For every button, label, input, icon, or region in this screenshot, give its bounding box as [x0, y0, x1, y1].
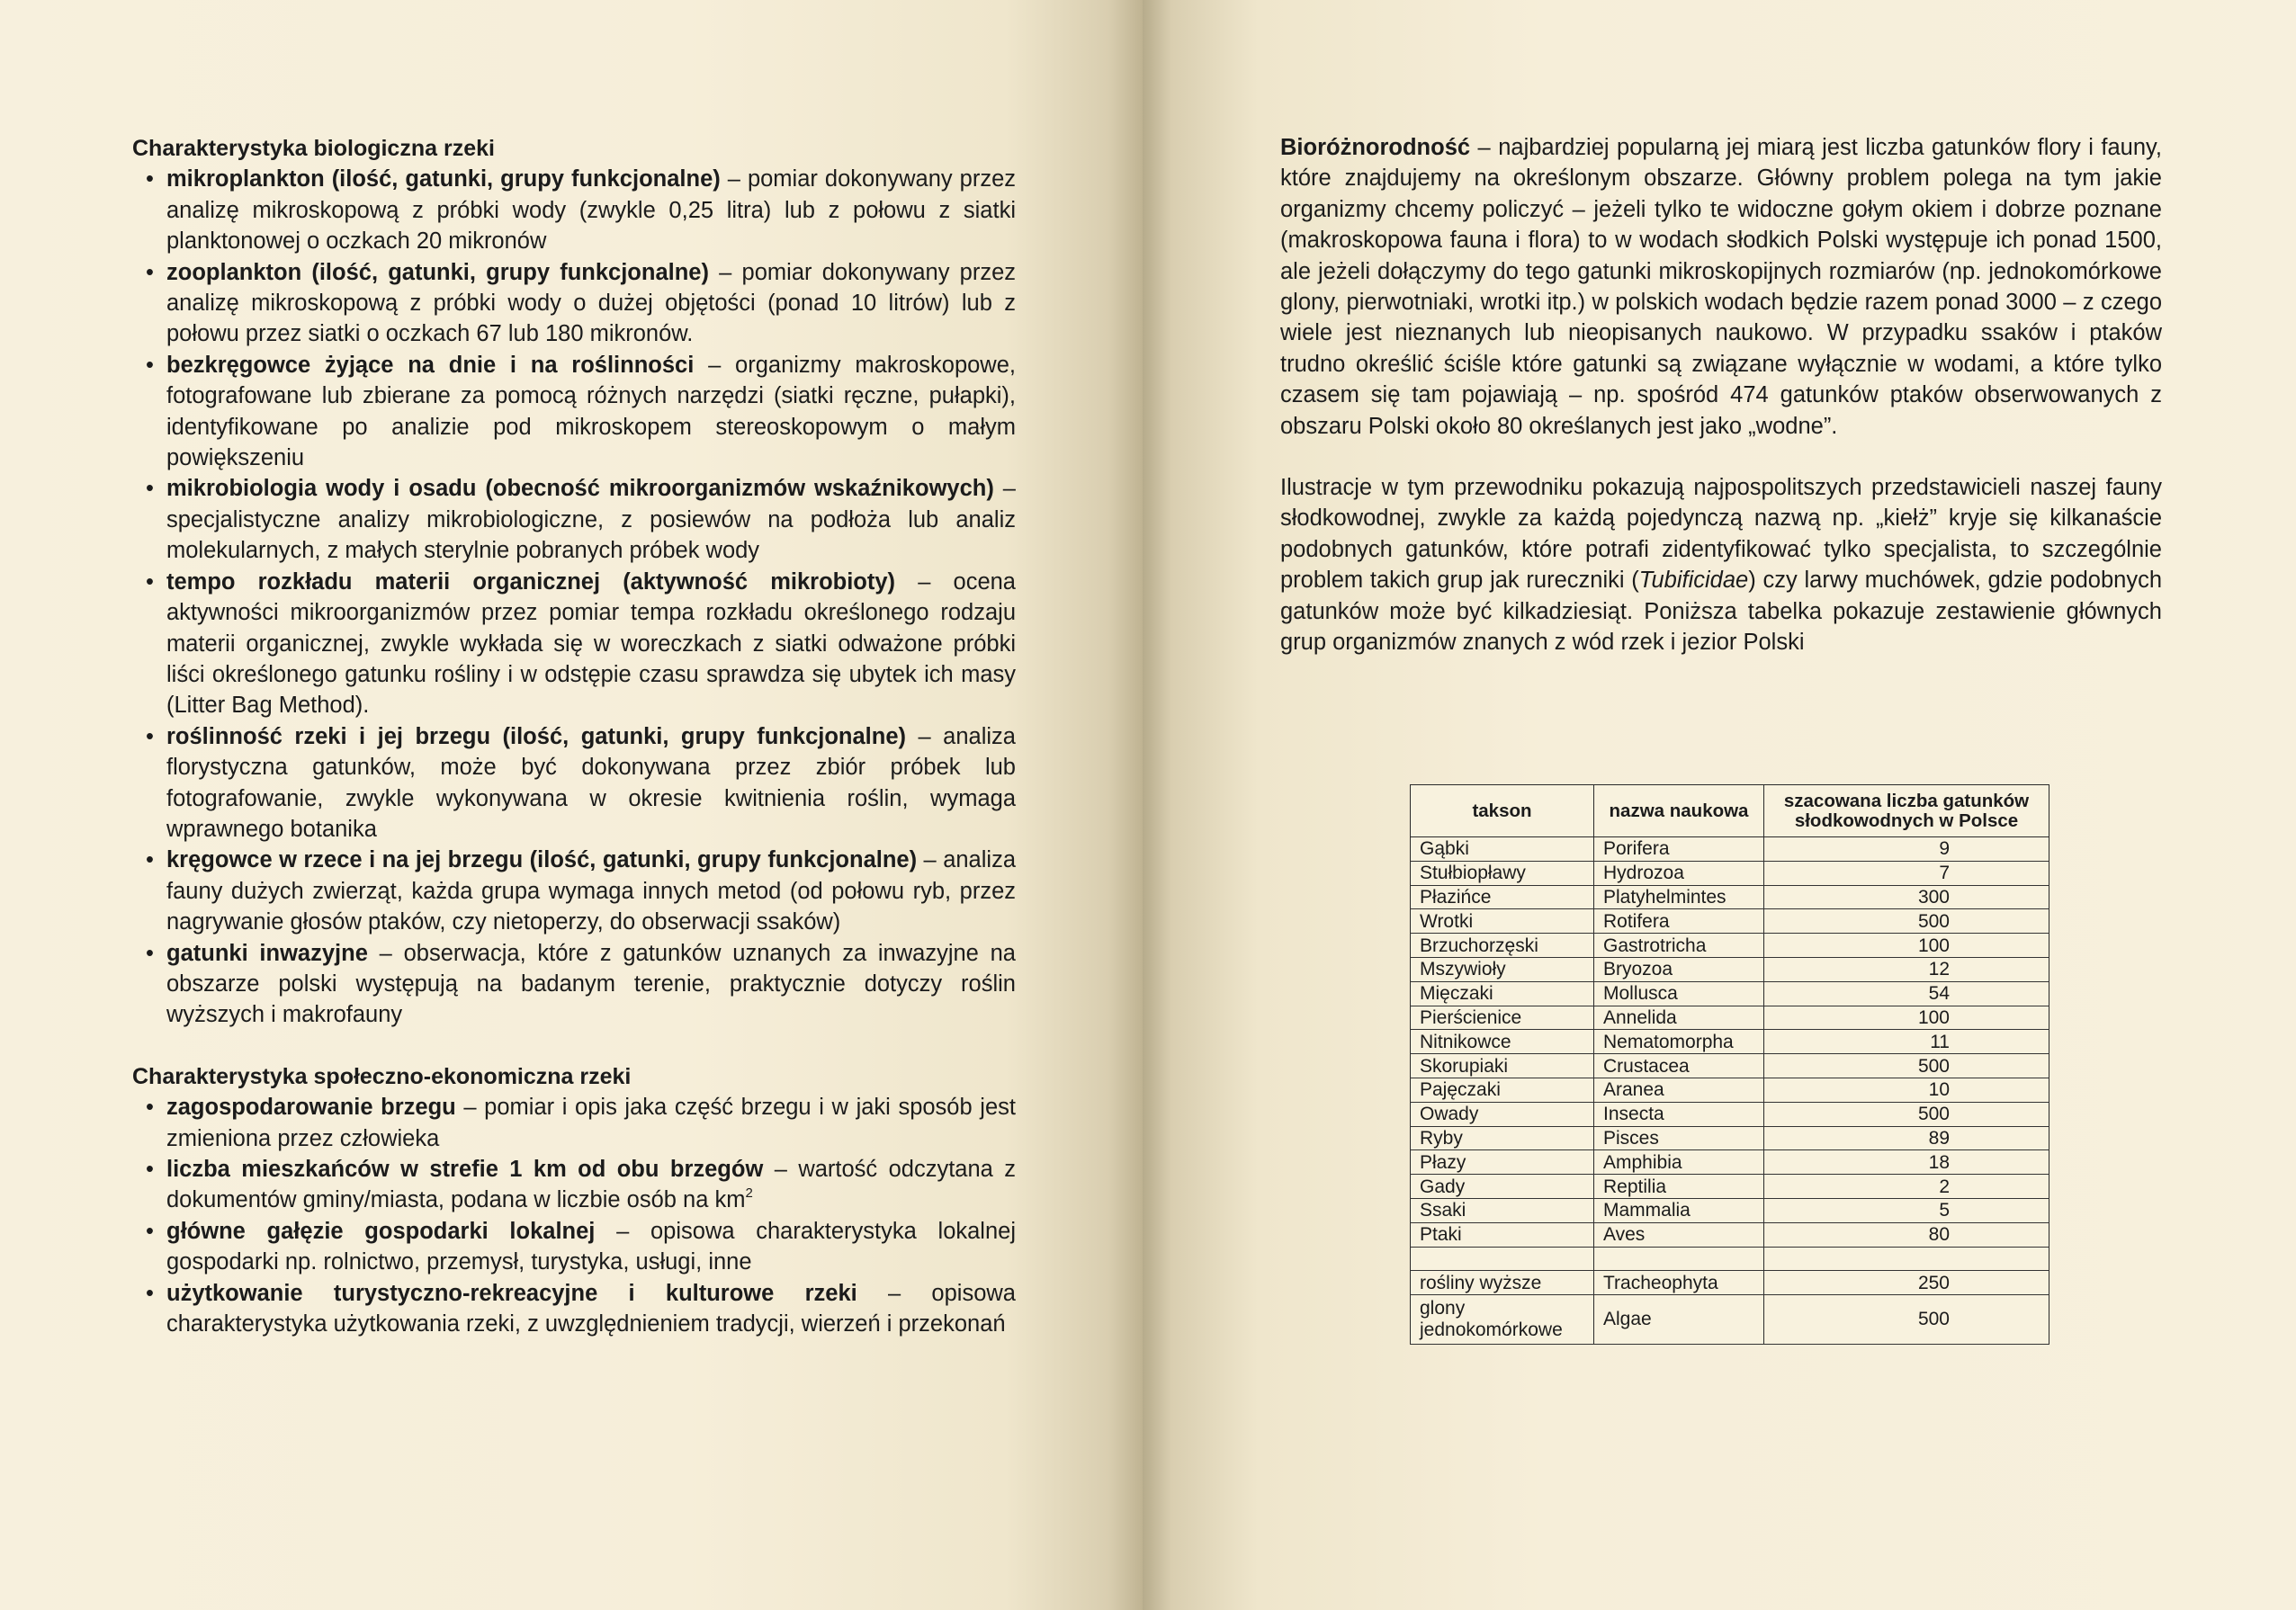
cell-takson: Owady	[1411, 1102, 1594, 1126]
item-text: – organizmy makroskopowe, fotografowane lub zbierane za pomocą różnych narzędzi (siatki ręczne, pułapki), identyfikowane po analizie pod mikroskopem stereoskopowym o małym powiększeniu	[166, 352, 1016, 471]
cell-scientific-name: Mammalia	[1594, 1198, 1764, 1222]
table-row	[1411, 957, 2049, 981]
cell-scientific-name: Hydrozoa	[1594, 861, 1764, 885]
table-row	[1411, 1175, 2049, 1199]
cell-takson: Mszywioły	[1411, 957, 1594, 981]
cell-takson: Ssaki	[1411, 1198, 1594, 1222]
list-item	[132, 938, 1016, 1031]
bullet-icon: •	[146, 476, 154, 502]
item-text: – obserwacja, które z gatunków uznanych za inwazyjne na obszarze polski występują na badanym terenie, praktycznie dotyczy roślin wyższych i makrofauny	[166, 940, 1016, 1028]
section-title-socioeconomic: Charakterystyka społeczno-ekonomiczna rzeki	[132, 1063, 632, 1089]
cell-scientific-name	[1594, 1247, 1764, 1271]
cell-takson: glony jednokomórkowe	[1411, 1295, 1594, 1345]
cell-takson: Wrotki	[1411, 909, 1594, 934]
header-species-count: szacowana liczba gatunków słodkowodnych w Polsce	[1764, 785, 2049, 837]
item-text: – pomiar dokonywany przez analizę mikroskopową z próbki wody o dużej objętości (ponad 10 litrów) lub z połowu przez siatki o oczkach 67 lub 180 mikronów.	[166, 259, 1017, 347]
cell-takson: Pajęczaki	[1411, 1078, 1594, 1102]
list-item	[132, 567, 1016, 721]
list-item	[132, 1216, 1016, 1278]
item-term: kręgowce w rzece i na jej brzegu (ilość, gatunki, grupy funkcjonalne)	[166, 847, 918, 873]
cell-scientific-name: Reptilia	[1594, 1175, 1764, 1199]
item-text: – pomiar dokonywany przez analizę mikroskopową z próbki wody (zwykle 0,25 litra) lub z połowu z siatki planktonowej o oczkach 20 mikronów	[166, 166, 1017, 255]
bullet-icon: •	[146, 1280, 154, 1306]
table-row	[1411, 1102, 2049, 1126]
table-row	[1411, 1126, 2049, 1150]
illustrations-italic: Tubificidae	[1638, 568, 1749, 594]
list-item	[132, 164, 1016, 256]
cell-scientific-name: Insecta	[1594, 1102, 1764, 1126]
cell-takson: Ryby	[1411, 1126, 1594, 1150]
item-term: tempo rozkładu materii organicznej (aktywność mikrobioty)	[166, 568, 896, 595]
bullet-icon: •	[146, 940, 154, 966]
cell-takson: Ptaki	[1411, 1222, 1594, 1247]
socioeconomic-list	[132, 1092, 1016, 1339]
cell-count: 12	[1764, 957, 2049, 981]
header-scientific-name: nazwa naukowa	[1594, 785, 1764, 837]
item-term: zagospodarowanie brzegu	[166, 1095, 456, 1121]
cell-scientific-name: Porifera	[1594, 837, 1764, 862]
biological-list	[132, 164, 1016, 1030]
cell-count: 500	[1764, 1102, 2049, 1126]
cell-takson: Mięczaki	[1411, 981, 1594, 1006]
cell-takson: Nitnikowce	[1411, 1030, 1594, 1054]
item-term: gatunki inwazyjne	[166, 940, 368, 966]
cell-takson: rośliny wyższe	[1411, 1271, 1594, 1295]
bullet-icon: •	[146, 847, 154, 873]
table-row	[1411, 1078, 2049, 1102]
table-row	[1411, 1247, 2049, 1271]
right-column	[1280, 132, 2162, 658]
cell-scientific-name: Algae	[1594, 1295, 1764, 1345]
cell-scientific-name: Aves	[1594, 1222, 1764, 1247]
left-column	[132, 133, 1016, 1339]
list-item	[132, 257, 1016, 350]
cell-takson: Pierścienice	[1411, 1006, 1594, 1030]
cell-count: 80	[1764, 1222, 2049, 1247]
table-row	[1411, 885, 2049, 909]
illustrations-text-b: ) czy larwy muchówek, gdzie podobnych gatunków może być kilkadziesiąt. Poniższa tabelka pokazuje zestawienie głównych grup organizmów znanych z wód rzek i jezior Polski	[1280, 568, 2162, 656]
bullet-icon: •	[146, 1218, 154, 1244]
bullet-icon: •	[146, 723, 154, 749]
item-text: – opisowa charakterystyka użytkowania rzeki, z uwzględnieniem tradycji, wierzeń i przekonań	[166, 1280, 1016, 1337]
cell-count: 2	[1764, 1175, 2049, 1199]
item-term: roślinność rzeki i jej brzegu (ilość, gatunki, grupy funkcjonalne)	[166, 723, 907, 749]
cell-count: 500	[1764, 1054, 2049, 1078]
cell-count: 10	[1764, 1078, 2049, 1102]
illustrations-text-a: Ilustracje w tym przewodniku pokazują najpospolitszych przedstawicieli naszej fauny słodkowodnej, zwykle za każdą pojedynczą nazwą np. „kiełż” kryje się kilkanaście podobnych gatunków, które potrafi zidentyfikować tylko specjalista, to szczególnie problem takich grup jak rureczniki (	[1280, 475, 2162, 594]
cell-count: 11	[1764, 1030, 2049, 1054]
cell-scientific-name: Nematomorpha	[1594, 1030, 1764, 1054]
bullet-icon: •	[146, 259, 154, 285]
item-superscript: 2	[745, 1185, 753, 1202]
cell-scientific-name: Bryozoa	[1594, 957, 1764, 981]
item-text: – ocena aktywności mikroorganizmów przez pomiar tempa rozkładu określonego rodzaju materii organicznej, zwykle wykłada się w woreczkach z siatki odważone próbki liści określonego gatunku rośliny i w odstępie czasu sprawdza się ubytek ich masy (Litter Bag Method).	[166, 568, 1016, 719]
table-row	[1411, 1006, 2049, 1030]
item-text: – analiza florystyczna gatunków, może być dokonywana przez zbiór próbek lub fotografowanie, zwykle wykonywana w okresie kwitnienia roślin, wymaga wprawnego botanika	[166, 723, 1016, 842]
cell-takson: Gady	[1411, 1175, 1594, 1199]
cell-scientific-name: Annelida	[1594, 1006, 1764, 1030]
cell-scientific-name: Gastrotricha	[1594, 934, 1764, 958]
cell-takson: Stułbiopławy	[1411, 861, 1594, 885]
item-term: mikroplankton (ilość, gatunki, grupy funkcjonalne)	[166, 166, 721, 192]
cell-scientific-name: Pisces	[1594, 1126, 1764, 1150]
list-item	[132, 1092, 1016, 1154]
item-text: – specjalistyczne analizy mikrobiologiczne, z posiewów na podłoża lub analiz molekularnych, z małych sterylnie pobranych próbek wody	[166, 476, 1016, 564]
cell-count: 54	[1764, 981, 2049, 1006]
bullet-icon: •	[146, 1157, 154, 1182]
cell-takson: Płazińce	[1411, 885, 1594, 909]
table-row	[1411, 1295, 2049, 1345]
cell-takson: Gąbki	[1411, 837, 1594, 862]
cell-count: 9	[1764, 837, 2049, 862]
cell-count: 300	[1764, 885, 2049, 909]
illustrations-paragraph	[1280, 472, 2162, 657]
list-item	[132, 1278, 1016, 1340]
cell-count: 7	[1764, 861, 2049, 885]
species-table	[1410, 784, 2049, 1345]
item-term: główne gałęzie gospodarki lokalnej	[166, 1218, 596, 1244]
table-row	[1411, 909, 2049, 934]
list-item	[132, 350, 1016, 474]
header-takson: takson	[1411, 785, 1594, 837]
item-term: liczba mieszkańców w strefie 1 km od obu brzegów	[166, 1157, 764, 1182]
table-row	[1411, 981, 2049, 1006]
table-row	[1411, 1271, 2049, 1295]
biodiversity-paragraph	[1280, 132, 2162, 442]
biodiversity-term: Bioróżnorodność	[1280, 135, 1471, 160]
table-row	[1411, 837, 2049, 862]
table-row	[1411, 1054, 2049, 1078]
cell-scientific-name: Tracheophyta	[1594, 1271, 1764, 1295]
table-header-row	[1411, 785, 2049, 837]
table-row	[1411, 861, 2049, 885]
cell-count: 100	[1764, 1006, 2049, 1030]
table-row	[1411, 1150, 2049, 1175]
bullet-icon: •	[146, 568, 154, 595]
item-term: zooplankton (ilość, gatunki, grupy funkcjonalne)	[166, 259, 709, 285]
item-term: bezkręgowce żyjące na dnie i na roślinności	[166, 352, 695, 378]
cell-count: 250	[1764, 1271, 2049, 1295]
cell-count: 5	[1764, 1198, 2049, 1222]
cell-scientific-name: Aranea	[1594, 1078, 1764, 1102]
item-text: – opisowa charakterystyka lokalnej gospodarki np. rolnictwo, przemysł, turystyka, usługi, inne	[166, 1218, 1016, 1275]
section-title-biological: Charakterystyka biologiczna rzeki	[132, 136, 495, 161]
cell-takson: Skorupiaki	[1411, 1054, 1594, 1078]
cell-count: 500	[1764, 909, 2049, 934]
item-term: użytkowanie turystyczno-rekreacyjne i kulturowe rzeki	[166, 1280, 857, 1306]
table-row	[1411, 1030, 2049, 1054]
list-item	[132, 473, 1016, 566]
list-item	[132, 721, 1016, 845]
item-text: – wartość odczytana z dokumentów gminy/miasta, podana w liczbie osób na km	[166, 1157, 1017, 1213]
cell-scientific-name: Rotifera	[1594, 909, 1764, 934]
table-row	[1411, 1222, 2049, 1247]
item-text: – analiza fauny dużych zwierząt, każda grupa wymaga innych metod (od połowu ryb, przez nagrywanie głosów ptaków, czy nietoperzy, do obserwacji ssaków)	[166, 847, 1016, 935]
cell-scientific-name: Platyhelmintes	[1594, 885, 1764, 909]
table-row	[1411, 934, 2049, 958]
item-text: – pomiar i opis jaka część brzegu i w jaki sposób jest zmieniona przez człowieka	[166, 1095, 1016, 1151]
cell-scientific-name: Crustacea	[1594, 1054, 1764, 1078]
cell-count: 100	[1764, 934, 2049, 958]
cell-count	[1764, 1247, 2049, 1271]
cell-scientific-name: Amphibia	[1594, 1150, 1764, 1175]
list-item	[132, 845, 1016, 937]
cell-count: 18	[1764, 1150, 2049, 1175]
cell-takson: Płazy	[1411, 1150, 1594, 1175]
cell-takson: Brzuchorzęski	[1411, 934, 1594, 958]
cell-takson	[1411, 1247, 1594, 1271]
cell-scientific-name: Mollusca	[1594, 981, 1764, 1006]
table-row	[1411, 1198, 2049, 1222]
list-item	[132, 1154, 1016, 1216]
bullet-icon: •	[146, 1095, 154, 1121]
bullet-icon: •	[146, 352, 154, 378]
biodiversity-text: – najbardziej popularną jej miarą jest liczba gatunków flory i fauny, które znajdujemy na określonym obszarze. Główny problem polega na tym jakie organizmy chcemy policzyć – jeżeli tylko te widoczne gołym okiem i dobrze poznane (makroskopowa fauna i flora) to w wodach słodkich Polski występuje ich ponad 1500, ale jeżeli dołączymy do tego gatunki mikroskopijnych rozmiarów (np. jednokomórkowe glony, pierwotniaki, wrotki itp.) w polskich wodach będzie razem ponad 3000 – z czego wiele jest nieznanych lub nieopisanych naukowo. W przypadku ssaków i ptaków trudno określić ściśle które gatunki są związane wyłącznie w wodami, a które tylko czasem się tam pojawiają – np. spośród 474 gatunków ptaków obserwowanych z obszaru Polski około 80 określanych jest jako „wodne”.	[1280, 135, 2162, 439]
item-term: mikrobiologia wody i osadu (obecność mikroorganizmów wskaźnikowych)	[166, 476, 994, 502]
cell-count: 89	[1764, 1126, 2049, 1150]
bullet-icon: •	[146, 166, 154, 192]
cell-count: 500	[1764, 1295, 2049, 1345]
